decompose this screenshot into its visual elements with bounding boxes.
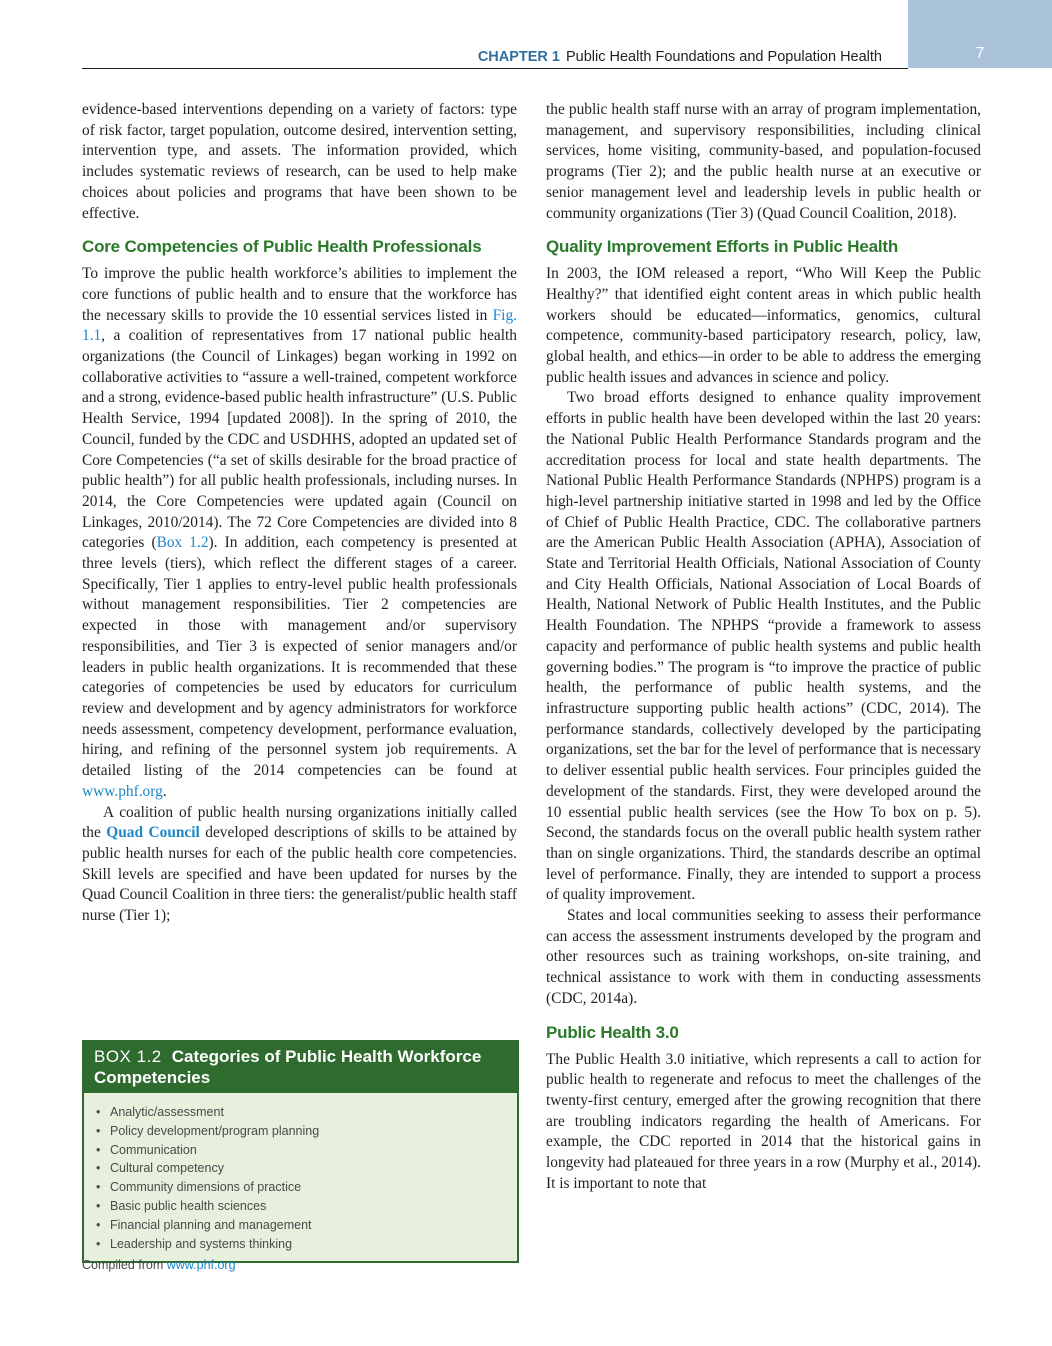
- list-item: • Leadership and systems thinking: [94, 1235, 507, 1254]
- list-item: • Communication: [94, 1141, 507, 1160]
- section-heading-public-health-3: Public Health 3.0: [546, 1022, 679, 1042]
- right-paragraph-2: In 2003, the IOM released a report, “Who Will Keep the Public Healthy?” that identified eight content areas in which public health workers should be educated—informatics, genomics, cultural competence, community-based participatory research, policy, law, global health, and ethics—in order to be able to address the emerging public health issues and advances in science and policy.: [546, 265, 981, 386]
- left-paragraph-2: To improve the public health workforce’s abilities to implement the core functions of public health and to ensure that the workforce has the necessary skills to provide the 10 essential services listed in Fig. 1.1, a coalition of representatives from 17 national public health organizations (the Council of Linkages) began working in 1992 on collaborative activities to “assure a well-trained, competent workforce and a strong, evidence-based public health infrastructure” (U.S. Public Health Service, 1994 [updated 2008]). In the spring of 2010, the Council, funded by the CDC and USDHHS, adopted an updated set of Core Competencies (“a set of skills desirable for the broad practice of public health”) for all public health professionals, including nurses. In 2014, the Core Competencies were updated again (Council on Linkages, 2010/2014). The 72 Core Competencies are divided into 8 categories (Box 1.2). In addition, each competency is presented at three levels (tiers), which reflect the different stages of a career. Specifically, Tier 1 applies to entry-level public health professionals without management responsibilities. Tier 2 competencies are expected in those with management and/or supervisory responsibilities, and Tier 3 is expected of senior managers and/or leaders in public health organizations. It is recommended that these categories of competencies be used by educators for curriculum review and development and by agency administrators for workforce needs assessment, competency development, performance evaluation, hiring, and refining of the personnel system job requirements. A detailed listing of the 2014 competencies can be found at www.phf.org.: [82, 265, 517, 800]
- box-title: Categories of Public Health Workforce Competencies: [94, 1047, 482, 1087]
- chapter-label: CHAPTER 1: [477, 49, 560, 65]
- box-1-2: [82, 1040, 519, 1263]
- box-header: [84, 1042, 517, 1093]
- box-label: BOX 1.2: [94, 1047, 162, 1066]
- left-column: [82, 100, 517, 927]
- right-paragraph-5: The Public Health 3.0 initiative, which represents a call to action for public health to regenerate and refocus to meet the challenges of the twenty-first century, emerged after the growing recognition that there are troubling indicators regarding the health of Americans. For example, the CDC reported in 2014 that the historical gains in longevity had plateaued for three years in a row (Murphy et al., 2014). It is important to note that: [546, 1050, 981, 1192]
- left-paragraph-1: evidence-based interventions depending on a variety of factors: type of risk factor, target population, outcome desired, intervention setting, intervention type, and assets. The information provided, which includes systematic reviews of research, can be used to help make choices about policies and programs that have been shown to be effective.: [82, 101, 517, 222]
- right-paragraph-4: States and local communities seeking to assess their performance can access the assessment instruments developed by the program and other resources such as training workshops, on-site training, and technical assistance to work with them in conducting assessments (CDC, 2014a).: [546, 907, 981, 1007]
- left-paragraph-3: A coalition of public health nursing organizations initially called the Quad Council developed descriptions of skills to be attained by public health nurses for each of the public health core competencies. Skill levels are specified and have been updated for nurses by the Quad Council Coalition in three tiers: the generalist/public health staff nurse (Tier 1);: [82, 803, 518, 925]
- quad-council-term[interactable]: Quad Council: [106, 824, 200, 842]
- section-heading-core-competencies: Core Competencies of Public Health Professionals: [82, 237, 482, 257]
- list-item: • Basic public health sciences: [94, 1197, 507, 1216]
- list-item: • Analytic/assessment: [94, 1103, 507, 1122]
- box-source-link[interactable]: www.phf.org: [166, 1258, 236, 1272]
- running-header: [478, 48, 882, 66]
- chapter-title: Public Health Foundations and Population Health: [566, 49, 882, 65]
- section-heading-quality-improvement: Quality Improvement Efforts in Public Health: [546, 237, 899, 257]
- right-paragraph-3: Two broad efforts designed to enhance quality improvement efforts in public health have been developed within the last 20 years: the National Public Health Performance Standards program and the accreditation process for local and state health departments. The National Public Health Performance Standards (NPHPS) program is a high-level partnership initiative started in 1998 and led by the Office of Chief of Public Health Practice, CDC. The collaborative partners are the American Public Health Association (APHA), Association of State and Territorial Health Officials, National Association of County and City Health Officials, National Association of Local Boards of Health, National Network of Public Health Institutes, and the Public Health Foundation. The NPHPS “provide a framework to assess capacity and performance of public health systems and public health governing bodies.” The program is “to improve the practice of public health, the performance of public health systems, and the infrastructure supporting public health actions” (CDC, 2014). The performance standards, collectively developed by the participating organizations, set the bar for the level of performance that is necessary to deliver essential public health services. Four principles guided the development of the standards. First, they were developed around the 10 essential public health services (see the How To box on p. 5). Second, the standards focus on the overall public health system rather than on single organizations. Third, the standards describe an optimal level of performance. Finally, they are intended to support a process of quality improvement.: [546, 389, 981, 904]
- list-item: • Financial planning and management: [94, 1216, 507, 1235]
- list-item: • Community dimensions of practice: [94, 1178, 507, 1197]
- fig-1-1-link[interactable]: Fig. 1.1: [82, 306, 517, 345]
- right-paragraph-1: the public health staff nurse with an array of program implementation, management, and supervisory responsibilities, including clinical services, home visiting, community-based, and population-focused programs (Tier 2); and the public health nurse at an executive or senior management level and leadership levels in public health or community organizations (Tier 3) (Quad Council Coalition, 2018).: [546, 101, 981, 222]
- list-item: • Policy development/program planning: [94, 1122, 507, 1141]
- page-number: 7: [975, 45, 985, 62]
- box-1-2-link[interactable]: Box 1.2: [156, 534, 209, 552]
- box-source: Compiled from www.phf.org: [82, 1258, 236, 1272]
- phf-link[interactable]: www.phf.org: [82, 782, 163, 800]
- list-item: • Cultural competency: [94, 1159, 507, 1178]
- right-column: [546, 100, 981, 1194]
- box-list: [84, 1093, 517, 1261]
- header-rule: [82, 68, 908, 69]
